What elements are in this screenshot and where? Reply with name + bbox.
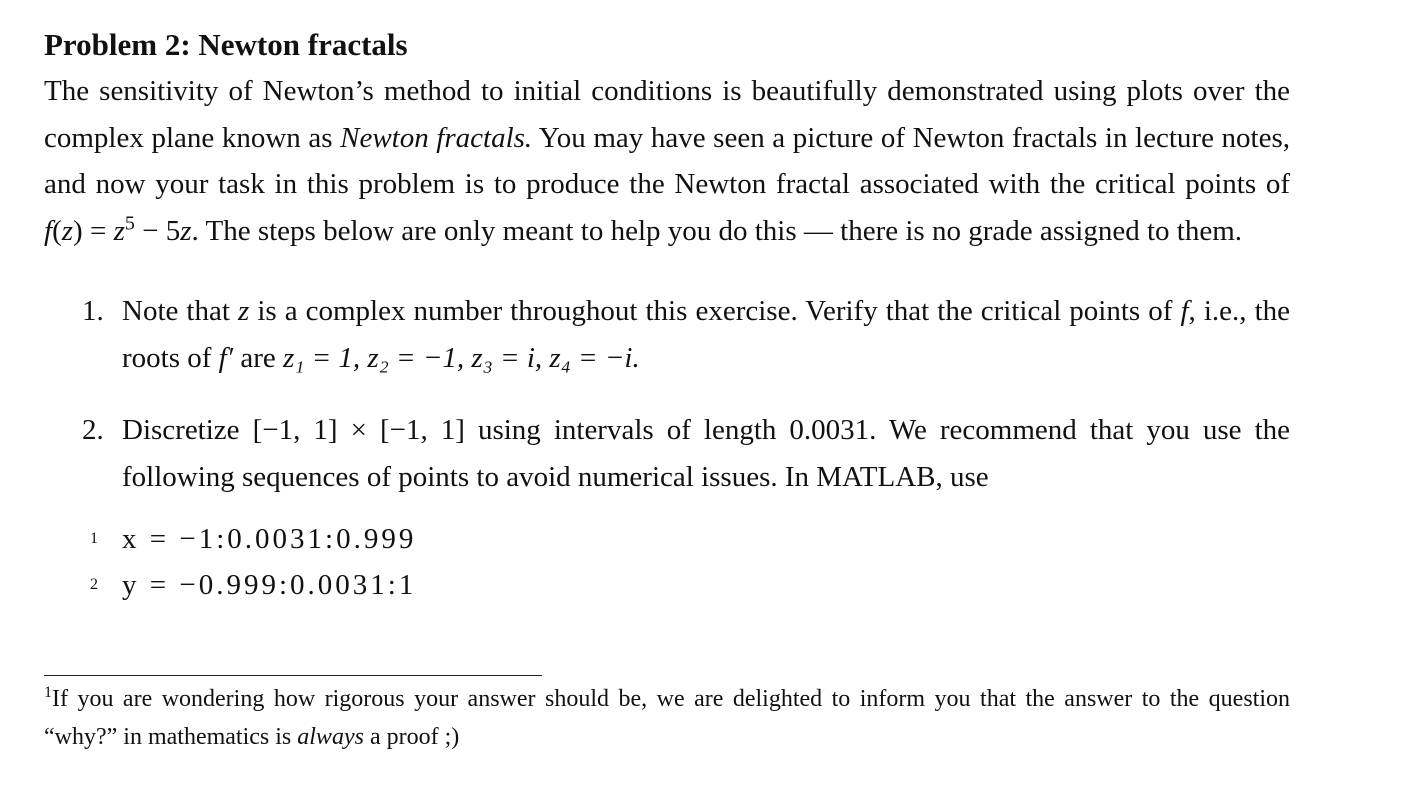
intro-text-1: The sensitivity of Newton’s method to initial conditions is beautifully demonstrated using plots over the complex plane known as: [44, 75, 1290, 154]
code-text: x = −1:0.0031:0.999: [122, 523, 417, 555]
steps-list: [44, 288, 1290, 500]
func-z2: z: [180, 214, 192, 247]
footnote-text-1: If you are wondering how rigorous your answer should be, we are delighted to inform you that the answer to the question “why?” in mathematics is: [44, 686, 1290, 750]
math-roots: z₁ = 1, z₂ = −1, z₃ = i, z₄ = −i.: [282, 341, 640, 374]
footnote-mark: 1: [44, 684, 52, 701]
intro-text-2: You may have seen a picture of Newton fractals in lecture notes, and now your task in this problem is to produce the Newton fractal associated with the critical points of: [44, 121, 1290, 200]
item-number: 2.: [82, 414, 104, 446]
problem-heading: Problem 2: Newton fractals: [44, 27, 408, 62]
code-listing: [44, 516, 1290, 608]
item-text: is a complex number throughout this exercise. Verify that the critical points of: [249, 295, 1181, 327]
func-arg: z: [61, 214, 74, 247]
intro-paragraph: The sensitivity of Newton’s method to initial conditions is beautifully demonstrated using plots over the complex plane known as Newton fractals. You may have seen a picture of Newton fractals in lecture notes, and now your task in this problem is to produce the Newton fractal associated with the critical points of $f(z) = z^5 - 5z$. The steps below are only meant to help you do this — there is no grade assigned to them.: [44, 75, 1290, 247]
item-text: Discretize [−1, 1] × [−1, 1] using intervals of length 0.0031. We recommend that you use the following sequences of points to avoid numerical issues. In MATLAB, use: [122, 414, 1290, 493]
list-item: [44, 407, 1290, 500]
footnote-text-2: a proof ;): [363, 724, 460, 750]
footnote: [44, 680, 1290, 756]
line-number: 2: [90, 576, 98, 593]
func-z: z: [113, 214, 125, 247]
math-fprime: f′: [218, 341, 234, 374]
item-number: 1.: [82, 295, 104, 327]
footnote-rule: [44, 675, 542, 676]
func-eq: =: [82, 214, 114, 247]
code-line: [44, 516, 1290, 562]
func-exponent: 5: [124, 211, 135, 234]
item-text: are: [233, 341, 283, 374]
item-text: , i.e., the roots of: [122, 295, 1290, 374]
code-text: y = −0.999:0.0031:1: [122, 569, 417, 601]
list-item: [44, 288, 1290, 381]
footnote-emphasis: always: [297, 724, 364, 750]
problem-section: [44, 26, 1290, 608]
code-line: [44, 562, 1290, 608]
intro-text-3: . The steps below are only meant to help you do this — there is no grade assigned to them.: [191, 214, 1243, 247]
math-f: f: [1180, 295, 1189, 327]
item-text: Note that: [122, 295, 238, 327]
line-number: 1: [90, 530, 98, 547]
func-f: f: [44, 214, 53, 247]
func-rest: − 5: [134, 214, 181, 247]
math-z: z: [237, 295, 250, 327]
intro-term-newton-fractals: Newton fractals.: [340, 121, 533, 154]
